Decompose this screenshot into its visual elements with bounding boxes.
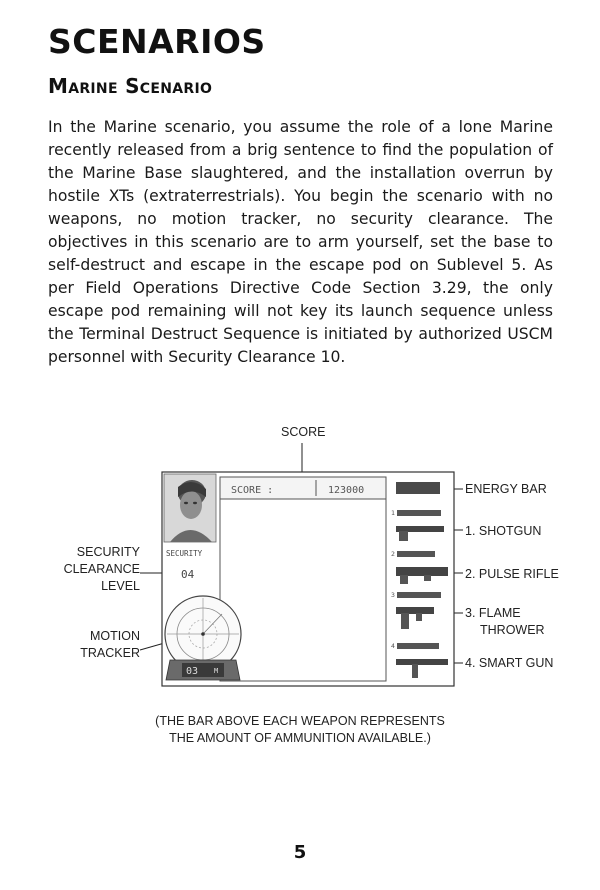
score-bar-label: SCORE :	[231, 485, 274, 496]
score-bar-value: 123000	[328, 485, 365, 496]
label-security-2: CLEARANCE	[63, 562, 140, 576]
ammo-bar-1	[397, 510, 441, 516]
ammo-bar-4	[397, 643, 439, 649]
label-weapon-4: 4. SMART GUN	[465, 656, 554, 670]
caption-line-1: (THE BAR ABOVE EACH WEAPON REPRESENTS	[155, 714, 445, 728]
label-weapon-1: 1. SHOTGUN	[465, 524, 542, 538]
tracker-readout: 03	[186, 666, 199, 677]
main-viewport	[220, 499, 386, 681]
label-security-3: LEVEL	[101, 579, 140, 593]
energy-bar-graphic	[396, 482, 440, 494]
ammo-bar-3	[397, 592, 441, 598]
security-screen-label: SECURITY	[166, 549, 203, 558]
weapon-slot-3-number: 3	[391, 591, 395, 599]
weapon-slot-2-number: 2	[391, 550, 395, 558]
motion-tracker-graphic	[165, 596, 241, 680]
ammo-bar-2	[397, 551, 435, 557]
body-paragraph: In the Marine scenario, you assume the role of a lone Marine recently released from a brig sentence to find the population of the Marine Base slaughtered, and the installation overrun by hostile XTs (extraterrestrials). You begin the scenario with no weapons, no motion tracker, no security clearance. The objectives in this scenario are to arm yourself, set the base to self-destruct and escape in the escape pod on Sublevel 5. As per Field Operations Directive Code Section 3.29, the only escape pod remaining will not key its launch sequence unless the Terminal Destruct Sequence is initiated by authorized USCM personnel with Security Clearance 10.	[48, 118, 553, 366]
marine-portrait	[164, 474, 216, 542]
label-security-1: SECURITY	[76, 545, 140, 559]
weapon-slot-1-number: 1	[391, 509, 395, 517]
label-energy-bar: ENERGY BAR	[465, 482, 547, 496]
label-score: SCORE	[281, 425, 326, 439]
label-weapon-2: 2. PULSE RIFLE	[465, 567, 559, 581]
label-weapon-3a: 3. FLAME	[465, 606, 521, 620]
page-title: SCENARIOS	[48, 22, 266, 61]
weapon-slot-4-number: 4	[391, 642, 395, 650]
tracker-unit: M	[214, 667, 219, 675]
label-weapon-3b: THROWER	[480, 623, 545, 637]
page-number: 5	[293, 842, 307, 863]
label-motion-2: TRACKER	[80, 646, 140, 660]
caption-line-2: THE AMOUNT OF AMMUNITION AVAILABLE.)	[169, 731, 431, 745]
security-screen-value: 04	[181, 568, 195, 581]
label-motion-1: MOTION	[90, 629, 140, 643]
section-title: Marine Scenario	[48, 74, 213, 98]
